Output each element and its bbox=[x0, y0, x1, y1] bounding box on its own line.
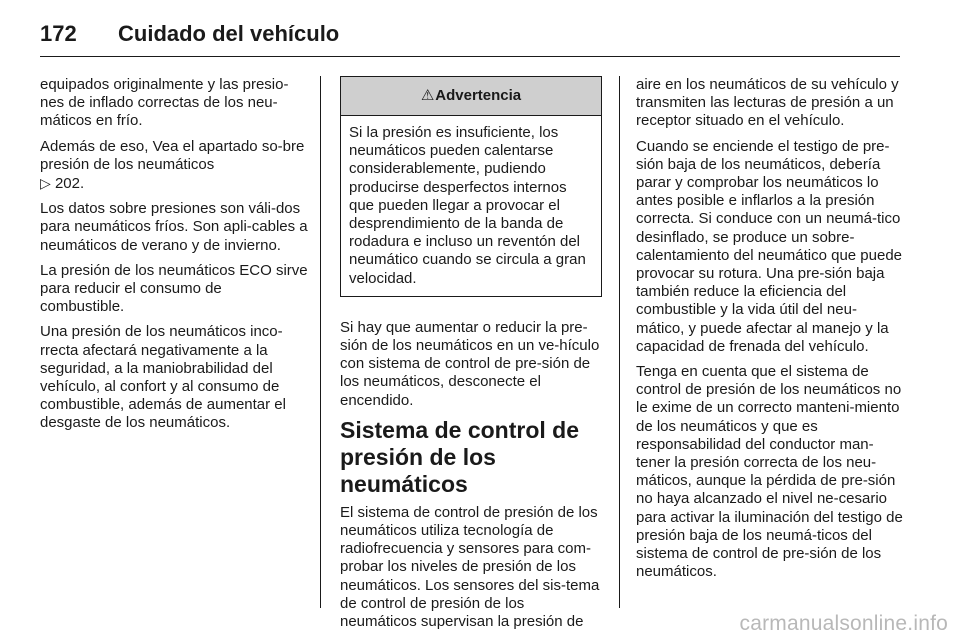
paragraph: Los datos sobre presiones son váli-dos para neumáticos fríos. Son apli-cables a neumáticos de verano y de invierno. bbox=[40, 200, 308, 254]
warning-triangle-icon: ⚠ bbox=[420, 87, 435, 104]
warning-title: Advertencia bbox=[435, 87, 522, 104]
paragraph-text: Además de eso, Vea el apartado so-bre presión de los neumáticos bbox=[40, 137, 305, 173]
paragraph: Tenga en cuenta que el sistema de control de presión de los neumáticos no le exime de un correcto manteni-miento de los neumáticos y que es responsabilidad del conductor man-tener la presión correcta de los neu-máticos, aunque la pérdida de pre-sión no haya alcanzado el nivel ne-cesario para activar la iluminación del testigo de presión baja de los neumá-ticos del sistema de control de pre-sión de los neumáticos. bbox=[636, 363, 903, 581]
section-title: Sistema de control de presión de los neumáticos bbox=[340, 416, 580, 497]
column-divider bbox=[320, 76, 321, 608]
reference-page-link[interactable]: 202. bbox=[54, 175, 85, 193]
paragraph: Cuando se enciende el testigo de pre-sión baja de los neumáticos, debería parar y comprobar los neumáticos lo antes posible e inflarlos a la presión correcta. Si conduce con un neumá-tico desinflado, se produce un sobre-calentamiento del neumático que puede provocar su rotura. Una pre-sión baja también reduce la eficiencia del combustible y la vida útil del neu-mático, y puede afectar al manejo y la capacidad de frenada del vehículo. bbox=[636, 137, 903, 355]
page-header bbox=[40, 14, 900, 54]
chapter-title: Cuidado del vehículo bbox=[118, 21, 340, 46]
watermark: carmanualsonline.info bbox=[739, 612, 948, 635]
paragraph: equipados originalmente y las presio-nes de inflado correctas de los neu-máticos en frío. bbox=[40, 76, 289, 130]
column-2 bbox=[340, 76, 602, 638]
paragraph: La presión de los neumáticos ECO sirve para reducir el consumo de combustible. bbox=[40, 261, 308, 316]
paragraph-with-reference bbox=[40, 138, 308, 194]
paragraph: El sistema de control de presión de los neumáticos utiliza tecnología de radiofrecuencia y sensores para com-probar los niveles de presión de los neumáticos. Los sensores del sis-tema de control de presión de los neumáticos supervisan la presión de bbox=[340, 503, 600, 631]
paragraph: aire en los neumáticos de su vehículo y transmiten las lecturas de presión a un receptor situado en el vehículo. bbox=[636, 76, 899, 130]
paragraph: Una presión de los neumáticos inco-rrecta afectará negativamente a la seguridad, a la maniobrabilidad del vehículo, al confort y al consumo de combustible, además de aumentar el desgaste de los neumáticos. bbox=[40, 323, 286, 432]
page-number: 172 bbox=[40, 21, 77, 46]
warning-header bbox=[341, 77, 601, 116]
warning-body: Si la presión es insuficiente, los neumáticos pueden calentarse considerablemente, pudiendo producirse desperfectos internos que pueden llegar a provocar el desprendimiento de la banda de rodadura e incluso un reventón del neumático cuando se circula a gran velocidad. bbox=[349, 124, 586, 287]
column-divider bbox=[619, 76, 620, 608]
paragraph: Si hay que aumentar o reducir la pre-sión de los neumáticos en un ve-hículo con sistema de control de pre-sión de los neumáticos, desconecte el encendido. bbox=[340, 318, 600, 409]
warning-box bbox=[340, 76, 602, 297]
header-divider bbox=[40, 56, 900, 57]
column-3 bbox=[636, 76, 904, 588]
page-reference-triangle-icon: ▷ bbox=[40, 175, 51, 192]
column-1 bbox=[40, 76, 308, 440]
